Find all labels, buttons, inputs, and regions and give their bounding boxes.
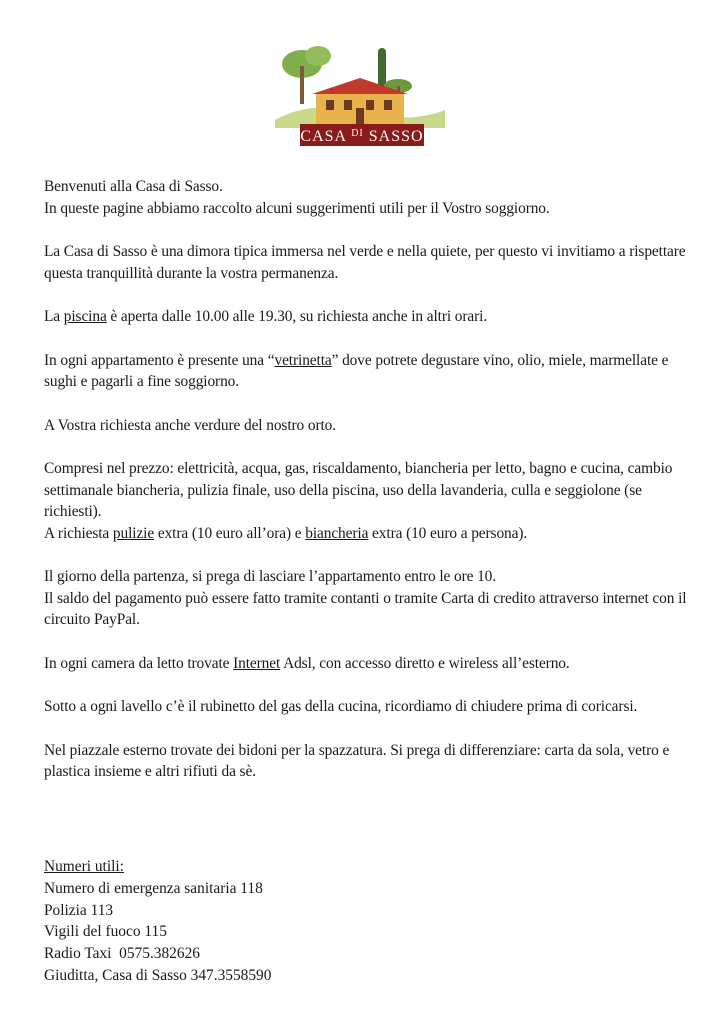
logo-illustration [270,42,450,152]
house-window [366,100,374,110]
pool-link[interactable]: piscina [63,308,107,325]
house-door [356,108,364,124]
paragraph-included [44,458,689,544]
house-window [344,100,352,110]
paragraph-vegetables: A Vostra richiesta anche verdure del nostro orto. [44,416,336,434]
logo-word-sasso: Sasso [368,128,424,145]
showcase-link[interactable]: vetrinetta [274,351,332,369]
main-content [44,176,689,805]
text: è aperta dalle 10.00 alle 19.30, su richiesta anche in altri orari. [106,308,488,325]
text: Il saldo del pagamento può essere fatto tramite contanti o tramite Carta di credito attraverso internet con il circuito PayPal. [44,589,687,628]
text: In ogni appartamento è presente una “ [44,351,275,369]
linen-link[interactable]: biancheria [305,524,369,542]
number-item: Radio Taxi 0575.382626 [44,945,200,963]
paragraph-waste: Nel piazzale esterno trovate dei bidoni per la spazzatura. Si prega di differenziare: carta da sola, vetro e plastica insieme e altri rifiuti da sè. [44,741,670,780]
welcome-line: Benvenuti alla Casa di Sasso. [44,178,223,195]
number-item: Giuditta, Casa di Sasso 347.3558590 [44,966,272,984]
text: Compresi nel prezzo: elettricità, acqua, gas, riscaldamento, biancheria per letto, bagno e cucina, cambio settimanale biancheria, pulizia finale, uso della piscina, uso della lavanderia, culla e seggiolone (se richiesti). [44,460,673,520]
text: A richiesta [44,524,113,542]
tree-crown-left-2 [305,46,331,66]
text: Adsl, con accesso diretto e wireless all’esterno. [280,654,570,672]
paragraph-departure [44,566,689,631]
casa-di-sasso-logo [270,42,450,152]
numbers-heading: Numeri utili: [44,858,124,875]
text: Il giorno della partenza, si prega di lasciare l’appartamento entro le ore 10. [44,568,497,585]
text: In ogni camera da letto trovate [44,654,234,672]
tree-trunk-left [300,66,304,104]
paragraph-internet [44,653,689,675]
number-item: Polizia 113 [44,901,114,919]
cleaning-link[interactable]: pulizie [112,524,155,542]
cypress-tree [378,48,386,88]
useful-numbers [44,856,644,987]
text: ” dove potrete degustare vino, olio, miele, marmellate e sughi e pagarli a fine soggiorno. [44,351,669,390]
paragraph-pool [44,306,689,328]
logo-word-di: di [351,128,364,139]
internet-link[interactable]: Internet [233,654,281,672]
logo-word-casa: Casa [300,128,347,145]
paragraph-welcome [44,176,689,219]
text: extra (10 euro all’ora) e [154,524,306,542]
number-item: Numero di emergenza sanitaria 118 [44,879,263,897]
paragraph-description: La Casa di Sasso è una dimora tipica immersa nel verde e nella quiete, per questo vi invitiamo a rispettare questa tranquillità durante la vostra permanenza. [44,243,686,282]
house-window [384,100,392,110]
intro-line: In queste pagine abbiamo raccolto alcuni suggerimenti utili per il Vostro soggiorno. [44,199,550,217]
paragraph-gas: Sotto a ogni lavello c’è il rubinetto del gas della cucina, ricordiamo di chiudere prima di coricarsi. [44,698,638,715]
number-item: Vigili del fuoco 115 [44,923,167,941]
text: extra (10 euro a persona). [368,524,528,542]
paragraph-showcase [44,350,689,393]
house-window [326,100,334,110]
text: La [44,308,64,325]
